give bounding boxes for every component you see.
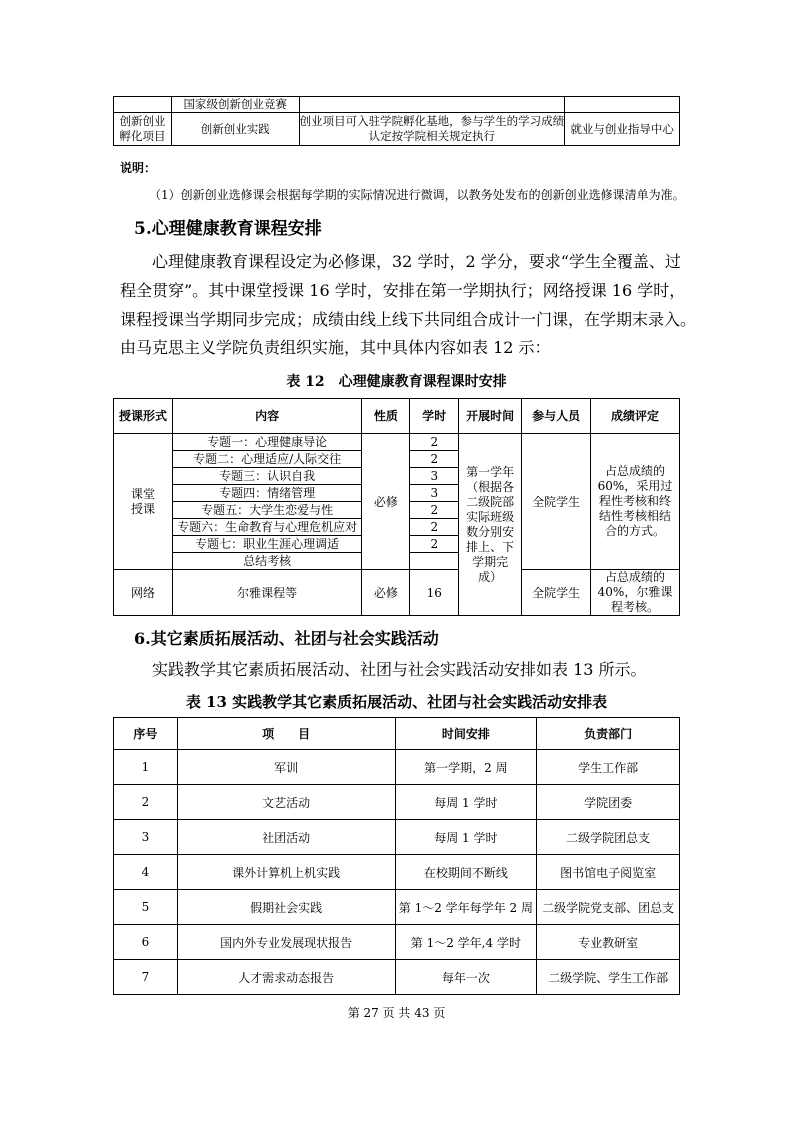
topic-cell: 专题五：大学生恋爱与性 [172, 502, 362, 519]
header-cell: 参与人员 [522, 399, 591, 434]
header-cell: 性质 [362, 399, 410, 434]
header-cell: 项 目 [177, 718, 395, 750]
hours-cell: 2 [410, 451, 459, 468]
table-row: 5 假期社会实践 第 1～2 学年每学年 2 周 二级学院党支部、团总支 [114, 890, 680, 925]
table-row: 2 文艺活动 每周 1 学时 学院团委 [114, 785, 680, 820]
header-cell: 学时 [410, 399, 459, 434]
header-cell: 成绩评定 [591, 399, 680, 434]
topic-cell: 专题六：生命教育与心理危机应对 [172, 519, 362, 536]
cell: 创新创业孵化项目 [114, 113, 172, 146]
table-row: 4 课外计算机上机实践 在校期间不断线 图书馆电子阅览室 [114, 855, 680, 890]
hours-cell: 2 [410, 536, 459, 553]
header-cell: 授课形式 [114, 399, 173, 434]
header-cell: 序号 [114, 718, 178, 750]
header-cell: 内容 [172, 399, 362, 434]
innovation-table [113, 96, 680, 146]
table-row: 7 人才需求动态报告 每年一次 二级学院、学生工作部 [114, 960, 680, 995]
topic-cell: 专题四：情绪管理 [172, 485, 362, 502]
paragraph-line: 课程授课当学期同步完成；成绩由线上线下共同组合成计一门课，在学期末录入。 [120, 309, 697, 329]
table-caption: 表 13 实践教学其它素质拓展活动、社团与社会实践活动安排表 [185, 693, 608, 711]
cell: 必修 [362, 570, 410, 616]
table-row: 6 国内外专业发展现状报告 第 1～2 学年,4 学时 专业教研室 [114, 925, 680, 960]
cell: 就业与创业指导中心 [565, 113, 680, 146]
paragraph: 实践教学其它素质拓展活动、社团与社会实践活动安排如表 13 所示。 [152, 660, 647, 679]
table-row: 1 军训 第一学期，2 周 学生工作部 [114, 750, 680, 785]
table-caption: 表 12 心理健康教育课程课时安排 [286, 374, 507, 390]
cell: 课堂授课 [114, 434, 173, 570]
note-title: 说明： [120, 161, 157, 175]
cell: 必修 [362, 434, 410, 570]
cell: 国家级创新创业竞赛 [171, 97, 299, 113]
cell: 16 [410, 570, 459, 616]
cell: 创业项目可入驻学院孵化基地，参与学生的学习成绩认定按学院相关规定执行 [299, 113, 565, 146]
cell [114, 97, 172, 113]
header-cell: 开展时间 [459, 399, 522, 434]
paragraph [120, 248, 697, 363]
topic-cell: 专题二：心理适应/人际交往 [172, 451, 362, 468]
table-row: 3 社团活动 每周 1 学时 二级学院团总支 [114, 820, 680, 855]
activities-table [113, 717, 680, 995]
cell: 全院学生 [522, 434, 591, 570]
cell [565, 97, 680, 113]
hours-cell: 3 [410, 468, 459, 485]
note-text: （1）创新创业选修课会根据每学期的实际情况进行微调，以教务处发布的创新创业选修课清单为准。 [149, 188, 685, 202]
header-cell: 负责部门 [537, 718, 680, 750]
cell: 占总成绩的60%，采用过程性考核和终结性考核相结合的方式。 [591, 434, 680, 570]
topic-cell: 专题一：心理健康导论 [172, 434, 362, 451]
cell: 占总成绩的40%，尔雅课程考核。 [591, 570, 680, 616]
hours-cell [410, 553, 459, 570]
hours-cell: 2 [410, 519, 459, 536]
paragraph-line: 程全贯穿”。其中课堂授课 16 学时，安排在第一学期执行；网络授课 16 学时， [120, 280, 686, 300]
course-hours-table [113, 398, 680, 616]
cell: 第一学年（根据各二级院部实际班级数分别安排上、下学期完成） [459, 434, 522, 616]
section-heading: 6.其它素质拓展活动、社团与社会实践活动 [134, 629, 439, 648]
page-footer: 第 27 页 共 43 页 [347, 1006, 446, 1020]
hours-cell: 2 [410, 502, 459, 519]
topic-cell: 总结考核 [172, 553, 362, 570]
section-heading: 5.心理健康教育课程安排 [134, 219, 322, 239]
hours-cell: 2 [410, 434, 459, 451]
hours-cell: 3 [410, 485, 459, 502]
topic-cell: 专题三：认识自我 [172, 468, 362, 485]
cell [299, 97, 565, 113]
cell: 尔雅课程等 [172, 570, 362, 616]
cell: 创新创业实践 [171, 113, 299, 146]
paragraph-line: 心理健康教育课程设定为必修课，32 学时，2 学分，要求“学生全覆盖、过 [152, 252, 681, 271]
topic-cell: 专题七：职业生涯心理调适 [172, 536, 362, 553]
cell: 全院学生 [522, 570, 591, 616]
paragraph-line: 由马克思主义学院负责组织实施，其中具体内容如表 12 示： [120, 338, 551, 358]
header-cell: 时间安排 [395, 718, 537, 750]
cell: 网络 [114, 570, 173, 616]
